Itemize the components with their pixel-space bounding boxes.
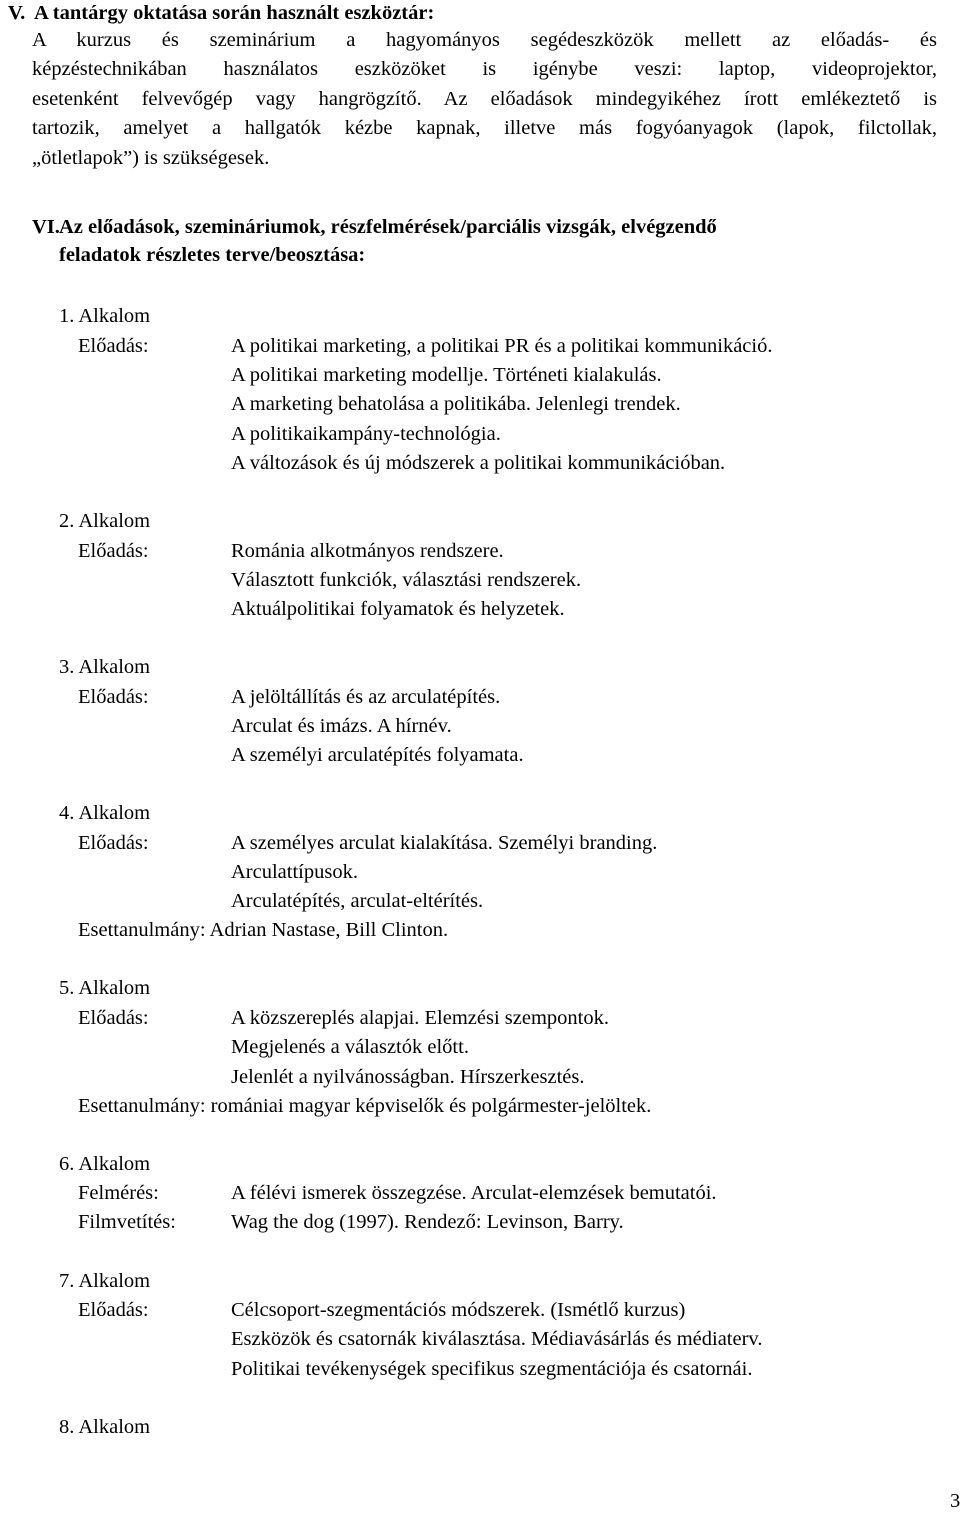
session-label: Filmvetítés: xyxy=(78,1211,176,1233)
session-item: Eszközök és csatornák kiválasztása. Médiavásárlás és médiaterv. xyxy=(231,1328,763,1350)
section-6-title: Az előadások, szemináriumok, részfelmérések/parciális vizsgák, elvégzendő xyxy=(59,216,717,238)
paragraph-line: tartozik, amelyet a hallgatók kézbe kapnak, illetve más fogyóanyagok (lapok, filctollak, xyxy=(32,117,937,139)
session-item: A félévi ismerek összegzése. Arculat-elemzések bemutatói. xyxy=(231,1182,717,1204)
session-item: A változások és új módszerek a politikai kommunikációban. xyxy=(231,452,726,474)
section-6-number: VI. xyxy=(32,216,60,238)
session-item: A személyi arculatépítés folyamata. xyxy=(231,744,524,766)
session-item: Románia alkotmányos rendszere. xyxy=(231,540,504,562)
session-label: Előadás: xyxy=(78,540,149,562)
session-label: Előadás: xyxy=(78,1299,149,1321)
session-title: 5. Alkalom xyxy=(59,977,151,999)
session-title: 8. Alkalom xyxy=(59,1416,151,1438)
section-5-number: V. xyxy=(8,2,26,24)
session-item: Megjelenés a választók előtt. xyxy=(231,1036,469,1058)
session-label: Felmérés: xyxy=(78,1182,159,1204)
session-item: Arculattípusok. xyxy=(231,861,358,883)
session-label: Előadás: xyxy=(78,832,149,854)
session-item: Arculatépítés, arculat-eltérítés. xyxy=(231,890,484,912)
paragraph-line: képzéstechnikában használatos eszközöket is igénybe veszi: laptop, videoprojektor, xyxy=(32,58,937,80)
case-study: Esettanulmány: Adrian Nastase, Bill Clinton. xyxy=(78,919,449,941)
session-item: Wag the dog (1997). Rendező: Levinson, Barry. xyxy=(231,1211,624,1233)
session-label: Előadás: xyxy=(78,335,149,357)
section-5-title: A tantárgy oktatása során használt eszköztár: xyxy=(34,2,435,24)
session-item: A marketing behatolása a politikába. Jelenlegi trendek. xyxy=(231,393,681,415)
section-5-heading xyxy=(8,2,434,25)
session-item: A közszereplés alapjai. Elemzési szempontok. xyxy=(231,1007,609,1029)
session-item: Célcsoport-szegmentációs módszerek. (Ismétlő kurzus) xyxy=(231,1299,686,1321)
session-title: 1. Alkalom xyxy=(59,305,151,327)
paragraph-line: „ötletlapok”) is szükségesek. xyxy=(32,147,270,169)
session-item: A politikai marketing, a politikai PR és a politikai kommunikáció. xyxy=(231,335,773,357)
session-title: 4. Alkalom xyxy=(59,802,151,824)
session-item: A politikaikampány-technológia. xyxy=(231,423,501,445)
session-item: A személyes arculat kialakítása. Személyi branding. xyxy=(231,832,658,854)
case-study: Esettanulmány: romániai magyar képviselők és polgármester-jelöltek. xyxy=(78,1095,652,1117)
session-title: 3. Alkalom xyxy=(59,656,151,678)
session-title: 2. Alkalom xyxy=(59,510,151,532)
session-item: A jelöltállítás és az arculatépítés. xyxy=(231,686,501,708)
section-6-heading xyxy=(32,216,717,239)
paragraph-line: esetenként felvevőgép vagy hangrögzítő. Az előadások mindegyikéhez írott emlékeztető is xyxy=(32,88,937,110)
session-item: Választott funkciók, választási rendszerek. xyxy=(231,569,582,591)
session-label: Előadás: xyxy=(78,686,149,708)
session-item: Arculat és imázs. A hírnév. xyxy=(231,715,452,737)
session-item: Politikai tevékenységek specifikus szegmentációja és csatornái. xyxy=(231,1358,753,1380)
session-item: Aktuálpolitikai folyamatok és helyzetek. xyxy=(231,598,565,620)
paragraph-line: A kurzus és szeminárium a hagyományos segédeszközök mellett az előadás- és xyxy=(32,29,937,51)
session-item: A politikai marketing modellje. Történeti kialakulás. xyxy=(231,364,662,386)
section-6-title-continued: feladatok részletes terve/beosztása: xyxy=(59,244,366,266)
page-number: 3 xyxy=(950,1490,960,1512)
session-title: 7. Alkalom xyxy=(59,1270,151,1292)
session-item: Jelenlét a nyilvánosságban. Hírszerkesztés. xyxy=(231,1066,585,1088)
session-title: 6. Alkalom xyxy=(59,1153,151,1175)
session-label: Előadás: xyxy=(78,1007,149,1029)
